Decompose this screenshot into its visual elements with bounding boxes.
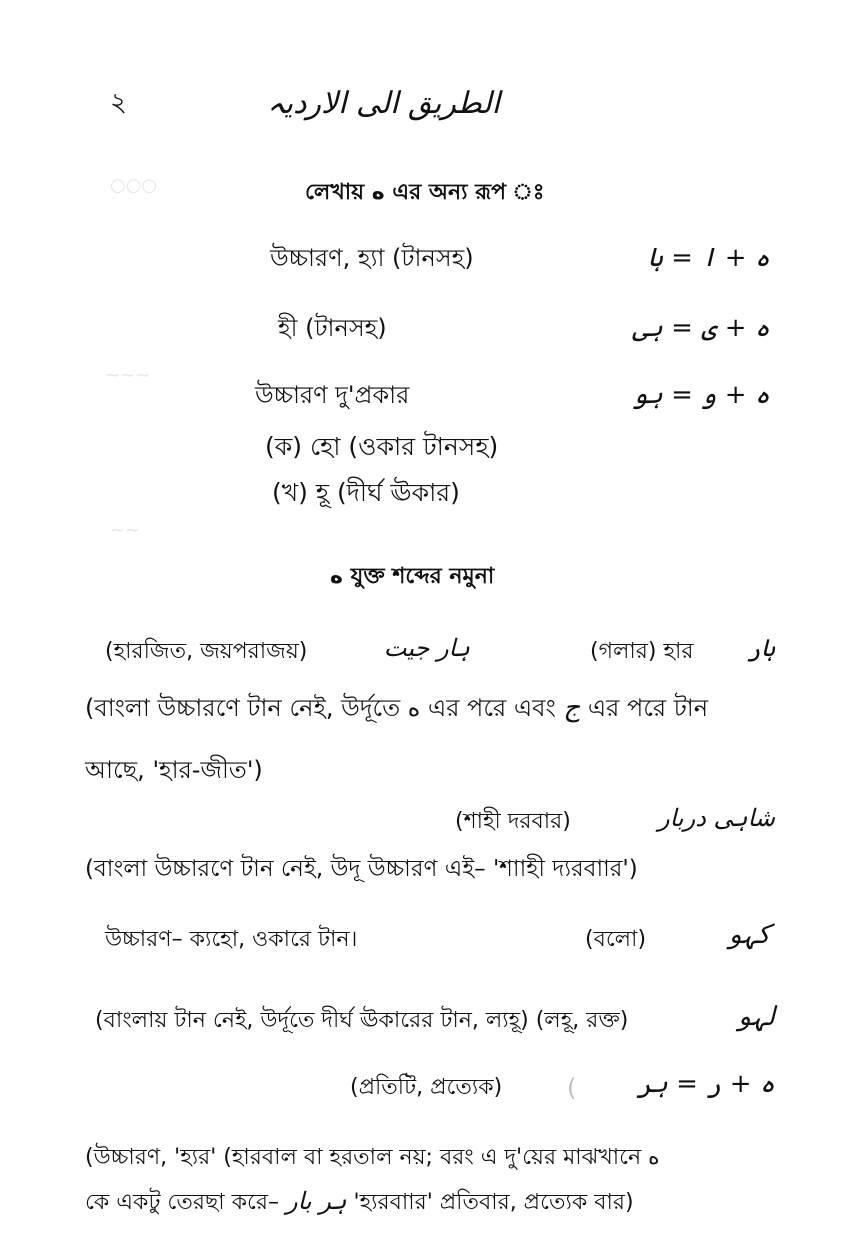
lahu-urdu: لہو (738, 1002, 775, 1032)
note-1-part-b: এর পরে টান (587, 694, 709, 722)
note-1-line-2: আছে, 'হার-জীত') (85, 756, 263, 784)
note-3-line-2 (85, 1186, 634, 1218)
har-urdu: ہار (746, 634, 775, 662)
har-jit-bengali: (হারজিত, জয়পরাজয়) (105, 639, 308, 664)
shahi-urdu: شاہی دربار (658, 804, 775, 832)
shahi-bengali: (শাহী দরবার) (455, 809, 571, 834)
note-3-urdu: ہر بار (286, 1187, 347, 1215)
section-heading-2: ه যুক্ত শব্দের নমুনা (330, 564, 495, 589)
note-3-part-b2: 'হ্যরবাার' প্রতিবার, প্রত্যেক বার) (353, 1190, 634, 1215)
pron-row-1-bengali: উচ্চারণ, হ্যা (টানসহ) (270, 244, 474, 272)
har-bengali: (গলার) হার (590, 639, 694, 664)
faint-bracket: ( (567, 1074, 577, 1102)
lahu-bengali: (বাংলায় টান নেই, উর্দূতে দীর্ঘ ঊকারের টান, ল্যহূ) (লহূ, রক্ত) (95, 1008, 629, 1033)
har-prati-bengali: (প্রতিটি, প্রত্যেক) (350, 1075, 503, 1100)
note-3-part-b1: কে একটু তেরছা করে– (85, 1190, 279, 1215)
kaho-bengali: (বলো) (585, 927, 647, 952)
pron-row-3-urdu: ہ + و = ہو (632, 380, 770, 410)
note-2: (বাংলা উচ্চারণে টান নেই, উদূ উচ্চারণ এই– 'শাাহী দ্যরবাার') (85, 856, 638, 882)
bleed-through-mark: ○○○ (110, 175, 158, 196)
note-1-line-1 (85, 693, 708, 723)
book-title: الطریق الی الاردیہ (267, 86, 500, 121)
pron-row-2-bengali: হী (টানসহ) (278, 314, 387, 342)
note-1-part-a: (বাংলা উচ্চারণে টান নেই, উর্দূতে ه এর পরে এবং (85, 694, 556, 722)
section-heading: লেখায় ه এর অন্য রূপ ঃ (305, 180, 545, 205)
sub-row-ka: (ক) হো (ওকার টানসহ) (265, 432, 499, 461)
kaho-pronunciation: উচ্চারণ– ক্যহো, ওকারে টান। (105, 927, 358, 952)
pron-row-2-urdu: ہ + ی = ہی (632, 313, 770, 343)
kaho-urdu: کہو (728, 920, 770, 950)
page-number: ২ (110, 88, 127, 118)
bleed-through-mark: ∼∼ (110, 520, 141, 541)
note-1-urdu: ج (563, 693, 581, 723)
har-prati-urdu: ہ + ر = ہر (637, 1069, 775, 1099)
note-3-line-1: (উচ্চারণ, 'হ্যর' (হারবাল বা হরতাল নয়; বরং এ দু'য়ের মাঝখানে ه (85, 1145, 660, 1170)
pron-row-1-urdu: ہ + ا = ہا (647, 243, 770, 273)
sub-row-kha: (খ) হূ (দীর্ঘ ঊকার) (272, 478, 460, 507)
bleed-through-mark: ∼∼∼ (105, 365, 151, 386)
har-jit-urdu: ہار جیت (383, 634, 470, 662)
pron-row-3-bengali: উচ্চারণ দু'প্রকার (255, 381, 410, 409)
